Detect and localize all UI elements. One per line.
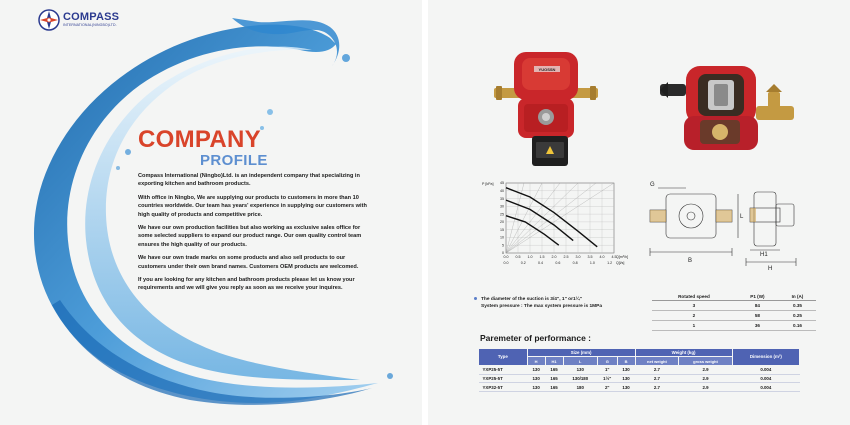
table-cell: 2.7	[635, 365, 679, 374]
table-row	[479, 383, 800, 392]
x-tick-label: 4.5	[611, 255, 617, 259]
table-cell: 130	[563, 365, 597, 374]
size-g-header: G	[597, 357, 617, 365]
x-tick-label: 0.0	[503, 255, 509, 259]
performance-curve-chart	[478, 177, 628, 272]
weight-header: Weight (kg)	[635, 349, 732, 357]
y-tick-label: 40	[500, 188, 504, 193]
table-cell: 130	[527, 374, 545, 383]
y-tick-label: 5	[502, 243, 504, 248]
right-page	[428, 0, 850, 425]
x-tick-label: 0.4	[538, 261, 544, 265]
size-h1-header: H1	[545, 357, 563, 365]
table-cell: 130	[617, 374, 635, 383]
y-tick-label: 35	[500, 196, 504, 201]
performance-table	[478, 348, 800, 392]
x-tick-label: 1.5	[539, 255, 545, 259]
x-tick-label: 4.0	[599, 255, 605, 259]
speed-header: Rotated speed	[652, 292, 736, 301]
table-row	[479, 374, 800, 383]
table-cell: 0.16	[779, 321, 816, 331]
chart-tick-group	[482, 181, 628, 265]
table-cell: 180	[563, 383, 597, 392]
table-cell: 3	[652, 301, 736, 311]
x-tick-label: 0.8	[572, 261, 578, 265]
table-cell: 2	[652, 311, 736, 321]
x-tick-label: 1.0	[527, 255, 533, 259]
table-cell: 58	[736, 311, 779, 321]
table-cell: 2.9	[679, 365, 732, 374]
dim-label-h: H	[768, 266, 773, 272]
y-tick-label: 0	[502, 251, 504, 256]
y-tick-label: 45	[500, 181, 504, 186]
table-cell: 84	[736, 301, 779, 311]
compass-logo-icon	[38, 9, 60, 31]
table-cell: 2.7	[635, 383, 679, 392]
dim-label-b: B	[688, 258, 693, 264]
table-row	[652, 321, 816, 331]
table-cell: 130/180	[563, 374, 597, 383]
table-cell: 2.7	[635, 374, 679, 383]
pump-cutaway-photo	[656, 56, 798, 166]
series-line	[506, 216, 559, 246]
table-cell: 165	[545, 365, 563, 374]
logo-name: COMPASS	[63, 11, 120, 24]
size-h-header: H	[527, 357, 545, 365]
dim-label-h1: H1	[760, 252, 768, 258]
table-cell: 0.35	[779, 301, 816, 311]
table-cell: 1	[652, 321, 736, 331]
x-tick-label: 3.0	[575, 255, 581, 259]
table-cell: 165	[545, 374, 563, 383]
table-row	[652, 301, 816, 311]
profile-paragraph: Compass International (Ningbo)Ltd. is an independent company that specializing in exporting kitchen and bathroom products.	[138, 173, 360, 188]
table-cell: 2.9	[679, 383, 732, 392]
y-tick-label: 20	[500, 220, 504, 225]
dim-label-l: L	[740, 214, 744, 220]
table-cell: 0.25	[779, 311, 816, 321]
profile-heading: PROFILE	[200, 152, 268, 169]
table-cell: 2.9	[679, 374, 732, 383]
company-logo	[38, 9, 119, 31]
table-cell: 0.004	[732, 383, 799, 392]
type-header: Type	[479, 349, 528, 366]
x-tick-label: 3.5	[587, 255, 593, 259]
x-tick-label: 0.5	[515, 255, 521, 259]
chart-series-group	[506, 188, 597, 247]
y-tick-label: 15	[500, 227, 504, 232]
power-header: P1 (W)	[736, 292, 779, 301]
company-heading: COMPANY	[138, 126, 261, 153]
current-header: In (A)	[779, 292, 816, 301]
series-line	[506, 188, 597, 247]
table-cell: 0.004	[732, 374, 799, 383]
table-cell: 130	[527, 383, 545, 392]
profile-paragraph: With office in Ningbo, We are supplying our products to customers in more than 10 countries worldwide. Our team has years' experience in supplying our customers with high quality of products and competitive price.	[138, 194, 367, 218]
y-tick-label: 10	[500, 235, 504, 240]
table-cell: 1"	[597, 365, 617, 374]
table-cell: 130	[527, 365, 545, 374]
x-tick-label: 2.0	[551, 255, 557, 259]
dimension-header: Dimension (m³)	[732, 349, 799, 366]
size-header: Size (mm)	[527, 349, 635, 357]
pressure-note: System pressure : The max system pressure is 1MPa	[481, 304, 603, 309]
table-cell: YXP32-5T	[479, 383, 528, 392]
profile-paragraph: We have our own production facilities but also working as exclusive sales office for some selected suppliers to expand our product range. Our own quality control team ensures the high quality of our products.	[138, 225, 362, 248]
net-weight-header: net weight	[635, 357, 679, 365]
x-tick-label: 0.6	[555, 261, 561, 265]
spec-note	[474, 296, 602, 310]
suction-note: The diameter of the suction is 3/4", 1" or1¼"	[481, 297, 582, 302]
pump-dimension-drawing	[646, 174, 800, 272]
size-b-header: B	[617, 357, 635, 365]
profile-paragraph: We have our own trade marks on some products and also sell products to our customers under their own brand names. Customers OEM products are welcomed.	[138, 255, 359, 270]
logo-subtitle: INTERNATIONAL(NINGBO)LTD.	[63, 23, 117, 28]
x-tick-label: 1.0	[589, 261, 595, 265]
table-cell: YXP25-5T	[479, 374, 528, 383]
table-cell: 36	[736, 321, 779, 331]
table-cell: 2"	[597, 383, 617, 392]
profile-paragraph: If you are looking for any kitchen and bathroom products please let us know your requirements and we will give you reply as soon as we receive your inquires.	[138, 277, 355, 292]
x-unit-label: Q[l/s]	[616, 261, 625, 265]
pump-brand-label: YUOSSN	[538, 67, 556, 72]
y-tick-label: 25	[500, 212, 504, 217]
size-l-header: L	[563, 357, 597, 365]
x-tick-label: 2.5	[563, 255, 569, 259]
gross-weight-header: gross weight	[679, 357, 732, 365]
table-cell: 165	[545, 383, 563, 392]
bullet-icon	[474, 297, 477, 300]
circulation-pump-photo	[494, 50, 598, 170]
table-cell: 1½"	[597, 374, 617, 383]
x-tick-label: 0.2	[520, 261, 526, 265]
table-cell: YXP25-5T	[479, 365, 528, 374]
y-axis-label: P [kPa]	[482, 182, 494, 186]
profile-body	[138, 172, 374, 298]
table-cell: 130	[617, 365, 635, 374]
table-cell: 0.004	[732, 365, 799, 374]
speed-table	[652, 292, 816, 331]
y-tick-label: 30	[500, 204, 504, 209]
performance-title: Paremeter of performance :	[480, 333, 592, 343]
x-tick-label: 1.2	[607, 261, 613, 265]
x-tick-label: 0.0	[503, 261, 509, 265]
table-cell: 130	[617, 383, 635, 392]
left-page	[0, 0, 422, 425]
dim-label-g: G	[650, 182, 655, 188]
table-row	[652, 311, 816, 321]
table-row	[479, 365, 800, 374]
x-unit-label: Q[m³/h]	[616, 255, 628, 259]
